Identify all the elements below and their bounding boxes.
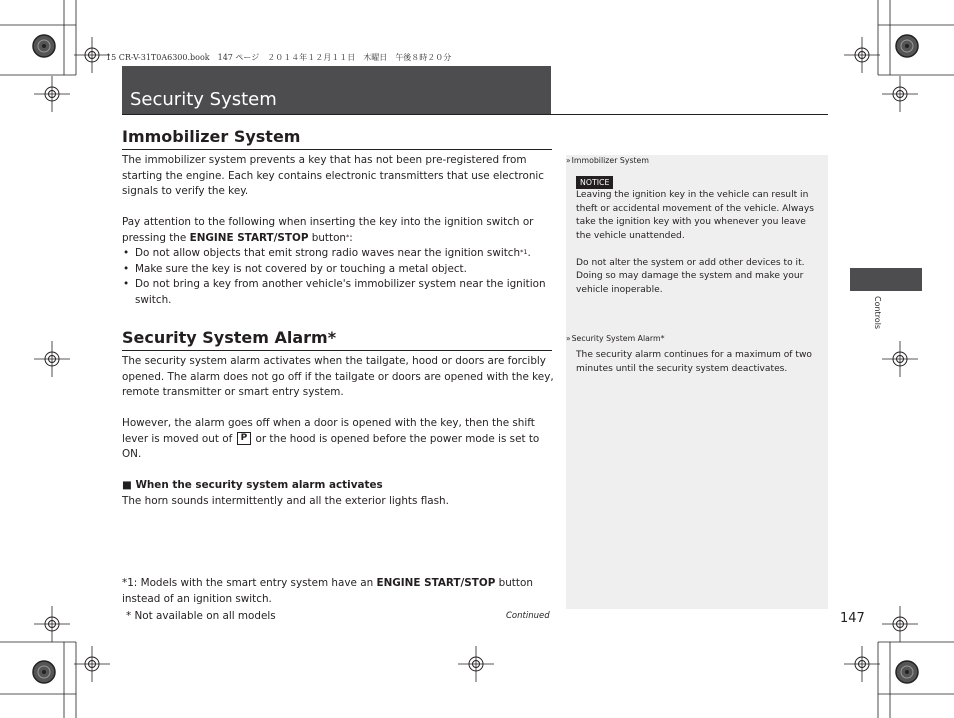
immobilizer-para2: Pay attention to the following when inserting the key into the ignition switch or pressing the ENGINE START/STOP button*: <box>122 216 534 244</box>
square-bullet-icon: ■ <box>122 479 132 491</box>
alarm-subpara: The horn sounds intermittently and all the exterior lights flash. <box>122 494 449 507</box>
alarm-para2: However, the alarm goes off when a door is opened with the key, then the shift lever is moved out of P or the hood is opened before the power mode is set to ON. <box>122 417 540 460</box>
continued-label: Continued <box>506 611 550 621</box>
immobilizer-para1: The immobilizer system prevents a key that has not been pre-registered from starting the engine. Each key contains electronic transmitters that use electronic signals to verify the key. <box>122 154 545 197</box>
chapter-tab-label: Controls <box>873 296 882 330</box>
sidebar-heading-immobilizer: »Immobilizer System <box>566 156 649 165</box>
immobilizer-bullet-list <box>122 246 554 308</box>
page-number: 147 <box>840 611 865 626</box>
print-header: 15 CR-V-31T0A6300.book 147 ページ ２０１４年１２月１１日 木曜日 午後８時２０分 <box>106 53 452 62</box>
park-position-indicator: P <box>237 432 252 445</box>
alarm-subhead: ■ When the security system alarm activates <box>122 479 383 491</box>
alarm-rule <box>122 350 552 351</box>
immobilizer-heading: Immobilizer System <box>122 127 301 146</box>
alarm-heading: Security System Alarm* <box>122 328 337 347</box>
notice-para1: Leaving the ignition key in the vehicle can result in theft or accidental movement of the vehicle. Always take the ignition key with you whenever you leave the vehicle unattended. <box>576 190 814 241</box>
sidebar-heading-alarm: »Security System Alarm* <box>566 334 665 343</box>
list-item: • Do not bring a key from another vehicle's immobilizer system near the ignition switch. <box>122 277 554 308</box>
immobilizer-body <box>122 153 554 308</box>
chapter-tab <box>850 268 922 291</box>
title-rule <box>122 114 828 115</box>
notice-para2: Do not alter the system or add other devices to it. Doing so may damage the system and make your vehicle inoperable. <box>576 257 805 295</box>
alarm-sidebar-para: The security alarm continues for a maximum of two minutes until the security system deactivates. <box>576 350 812 374</box>
immobilizer-rule <box>122 149 552 150</box>
double-chevron-icon: » <box>566 156 571 165</box>
notice-badge: NOTICE <box>576 176 613 189</box>
footnote-2: * Not available on all models <box>126 610 276 622</box>
double-chevron-icon: » <box>566 334 571 343</box>
section-title: Security System <box>130 89 277 110</box>
footnote-1: *1: Models with the smart entry system have an ENGINE START/STOP button instead of an ignition switch. <box>122 577 533 605</box>
sidebar-alarm-body <box>576 349 822 376</box>
list-item: • Do not allow objects that emit strong radio waves near the ignition switch$^{*1}$. <box>122 246 554 262</box>
list-item: • Make sure the key is not covered by or touching a metal object. <box>122 262 554 278</box>
sidebar-notice-body <box>576 189 822 297</box>
alarm-body <box>122 354 554 509</box>
alarm-para1: The security system alarm activates when the tailgate, hood or doors are forcibly opened. The alarm does not go off if the tailgate or doors are opened with the key, remote transmitter or smart entry system. <box>122 355 554 398</box>
